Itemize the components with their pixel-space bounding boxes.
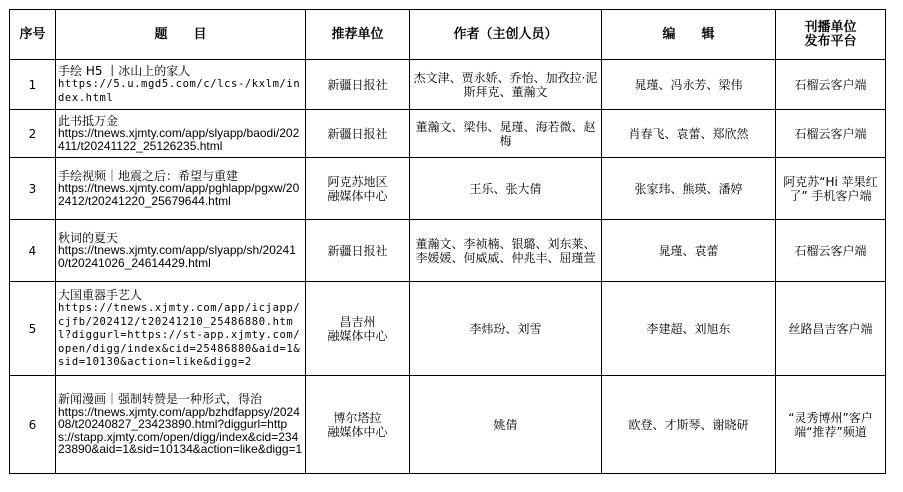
work-url[interactable]: https://5.u.mgd5.com/c/lcs-/kxlm/index.html <box>58 78 301 104</box>
row-author: 李炜玢、刘雪 <box>410 282 602 376</box>
row-author: 杰文津、贾永娇、乔怡、加孜拉·泥斯拜克、董瀚文 <box>410 60 602 110</box>
header-no: 序号 <box>10 10 56 60</box>
row-platform: 石榴云客户端 <box>776 110 886 158</box>
row-no: 1 <box>10 60 56 110</box>
row-platform: “灵秀博州”客户端“推荐”频道 <box>776 376 886 474</box>
work-url[interactable]: https://tnews.xjmty.com/app/slyapp/baodi/202411/t20241122_25126235.html <box>58 126 300 153</box>
row-title <box>56 60 306 110</box>
row-author: 董瀚文、李祯楠、银璐、刘东莱、李媛媛、何威威、仲兆丰、屈瑾萱 <box>410 220 602 282</box>
row-unit: 新疆日报社 <box>306 110 410 158</box>
row-title <box>56 110 306 158</box>
work-url[interactable]: https://tnews.xjmty.com/app/bzhdfappsy/202408/t20240827_23423890.html?diggurl=https://stapp.xjmty.com/open/digg/index&cid=23423890&aid=1&sid=10134&action=like&digg=1 <box>58 404 303 457</box>
table-row <box>10 376 886 474</box>
row-unit: 昌吉州 融媒体中心 <box>306 282 410 376</box>
row-platform: 丝路昌吉客户端 <box>776 282 886 376</box>
work-title: 手绘 H5 丨冰山上的家人 <box>58 63 191 78</box>
row-unit: 博尔塔拉 融媒体中心 <box>306 376 410 474</box>
header-title: 题 目 <box>56 10 306 60</box>
row-editor: 李建超、刘旭东 <box>602 282 776 376</box>
row-unit: 新疆日报社 <box>306 60 410 110</box>
work-url[interactable]: https://tnews.xjmty.com/app/slyapp/sh/202410/t20241026_24614429.html <box>58 243 296 270</box>
table-row <box>10 110 886 158</box>
work-url[interactable]: https://tnews.xjmty.com/app/pghlapp/pgxw/202412/t20241220_25679644.html <box>58 181 300 208</box>
work-title: 此书抵万金 <box>58 113 119 128</box>
row-title <box>56 220 306 282</box>
row-no: 4 <box>10 220 56 282</box>
work-title: 大国重器手艺人 <box>58 287 143 302</box>
row-no: 2 <box>10 110 56 158</box>
table-row <box>10 60 886 110</box>
row-editor: 晁瑾、冯永芳、梁伟 <box>602 60 776 110</box>
row-platform: 石榴云客户端 <box>776 60 886 110</box>
work-title: 秋词的夏天 <box>58 230 119 245</box>
row-editor: 晁瑾、袁蕾 <box>602 220 776 282</box>
row-no: 5 <box>10 282 56 376</box>
row-title <box>56 282 306 376</box>
row-platform: 石榴云客户端 <box>776 220 886 282</box>
work-title: 手绘视频｜地震之后：希望与重建 <box>58 168 239 183</box>
row-unit: 阿克苏地区 融媒体中心 <box>306 158 410 220</box>
row-author: 姚倩 <box>410 376 602 474</box>
table-row <box>10 220 886 282</box>
header-row <box>10 10 886 60</box>
work-title: 新闻漫画｜强制转赞是一种形式，得治 <box>58 392 263 407</box>
row-editor: 张家玮、熊瑛、潘婷 <box>602 158 776 220</box>
row-title <box>56 158 306 220</box>
work-url[interactable]: https://tnews.xjmty.com/app/icjapp/cjfb/202412/t20241210_25486880.html?diggurl=https://st-app.xjmty.com/open/digg/index&cid=25486880&aid=1&sid=10130&action=like&digg=2 <box>58 302 301 368</box>
row-author: 王乐、张大倩 <box>410 158 602 220</box>
row-editor: 欧登、才斯琴、谢晓研 <box>602 376 776 474</box>
row-unit: 新疆日报社 <box>306 220 410 282</box>
row-no: 6 <box>10 376 56 474</box>
header-unit: 推荐单位 <box>306 10 410 60</box>
row-author: 董瀚文、梁伟、晁瑾、海若微、赵梅 <box>410 110 602 158</box>
header-editor: 编 辑 <box>602 10 776 60</box>
table-row <box>10 282 886 376</box>
header-platform: 刊播单位 发布平台 <box>776 10 886 60</box>
row-no: 3 <box>10 158 56 220</box>
row-editor: 肖春飞、袁蕾、郑欣然 <box>602 110 776 158</box>
table-row <box>10 158 886 220</box>
row-title <box>56 376 306 474</box>
award-table <box>9 9 886 474</box>
row-platform: 阿克苏“Hi 苹果红了” 手机客户端 <box>776 158 886 220</box>
header-author: 作者（主创人员） <box>410 10 602 60</box>
